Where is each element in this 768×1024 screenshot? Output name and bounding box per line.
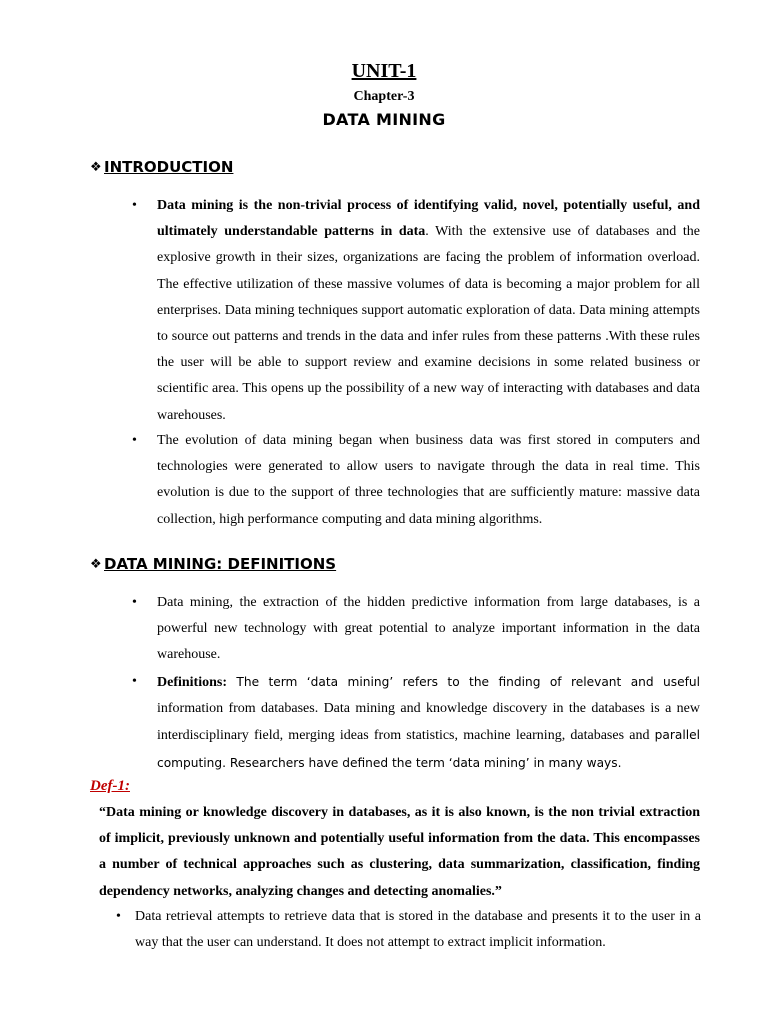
- definitions-paragraph-1: Data mining, the extraction of the hidden predictive information from large databases, is a powerful new technology with great potential to analyze important information in the data warehouse.: [157, 595, 700, 663]
- definition-quote: “Data mining or knowledge discovery in databases, as it is also known, is the non trivial extraction of implicit, previously unknown and potentially useful information from the data. This encompasses a number of technical approaches such as clustering, data summarization, classification, finding dependency networks, analyzing changes and detecting anomalies.”: [99, 805, 700, 899]
- diamond-bullet-icon: ❖: [90, 160, 102, 175]
- section-heading-definitions: ❖ DATA MINING: DEFINITIONS: [90, 555, 337, 573]
- subject-title: DATA MINING: [322, 110, 446, 129]
- definitions-bold-label: Definitions:: [157, 675, 227, 690]
- definitions-paragraph-2: Definitions: The term ‘data mining’ refers to the finding of relevant and useful information from databases. Data mining and knowledge discovery in the databases is a new interdisciplinary field, merging ideas from statistics, machine learning, databases and parallel computing. Researchers have defined the term ‘data mining’ in many ways.: [157, 675, 700, 770]
- unit-title: UNIT-1: [351, 60, 417, 82]
- intro-body-text: . With the extensive use of databases and the explosive growth in their sizes, organizations are facing the problem of information overload. The effective utilization of these massive volumes of data is becoming a major problem for all enterprises. Data mining techniques support automatic exploration of data. Data mining attempts to source out patterns and trends in the data and infer rules from these patterns .With these rules the user will be able to support review and examine decisions in some related business or scientific area. This opens up the possibility of a new way of interacting with databases and data warehouses.: [157, 224, 700, 423]
- intro-paragraph-1: [157, 193, 700, 429]
- bullet-dot-icon: •: [132, 674, 137, 689]
- final-paragraph: Data retrieval attempts to retrieve data that is stored in the database and presents it to the user in a way that the user can understand. It does not attempt to extract implicit information.: [135, 909, 701, 951]
- bullet-dot-icon: •: [132, 198, 137, 213]
- diamond-bullet-icon: ❖: [90, 557, 102, 572]
- bullet-dot-icon: •: [116, 909, 121, 924]
- section-heading-introduction: ❖ INTRODUCTION: [90, 158, 234, 176]
- chapter-title: Chapter-3: [353, 89, 415, 104]
- intro-paragraph-2: The evolution of data mining began when business data was first stored in computers and technologies were generated to allow users to navigate through the data in real time. This evolution is due to the support of three technologies that are sufficiently mature: massive data collection, high performance computing and data mining algorithms.: [157, 433, 700, 527]
- intro-bold-definition: Data mining is the non-trivial process of identifying valid, novel, potentially useful, and ultimately understandable patterns in data: [157, 198, 700, 240]
- definition-label: Def-1:: [90, 778, 130, 794]
- bullet-dot-icon: •: [132, 433, 137, 448]
- bullet-dot-icon: •: [132, 595, 137, 610]
